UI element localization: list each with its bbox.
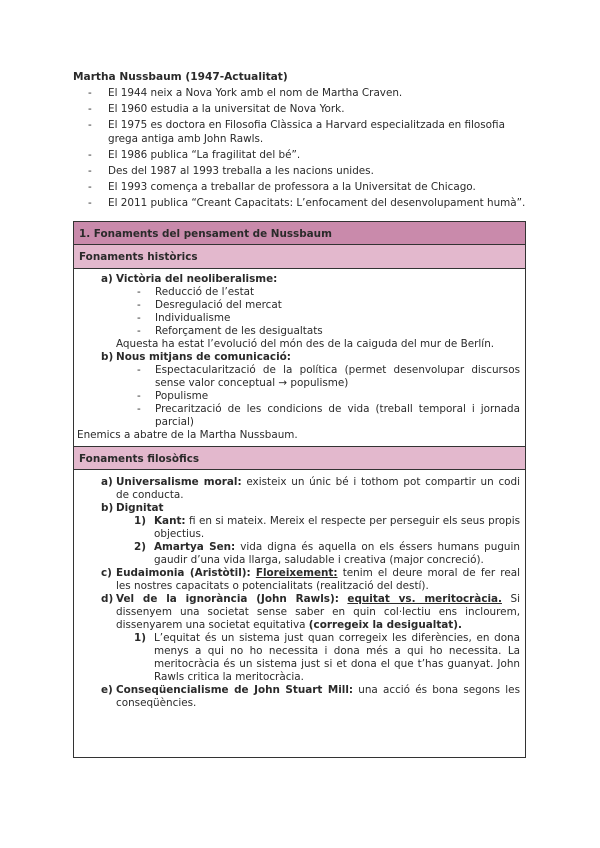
philosophic-d <box>79 593 520 632</box>
philosophic-e-text: una acció és bona segons les conseqüències. <box>116 684 520 709</box>
table-heading: 1. Fonaments del pensament de Nussbaum <box>74 222 525 245</box>
list-item: - Populisme <box>137 390 520 403</box>
item-marker: 2) <box>134 541 146 553</box>
list-item: - Espectacularització de la política (permet desenvolupar discursos sense valor conceptual → populisme) <box>137 364 520 390</box>
bio-item: - El 1993 comença a treballar de professora a la Universitat de Chicago. <box>88 180 533 194</box>
item-marker: 1) <box>134 515 146 527</box>
list-item: - Individualisme <box>137 312 520 325</box>
bio-item: - El 1944 neix a Nova York amb el nom de Martha Craven. <box>88 86 533 100</box>
philosophic-d-text: Si dissenyem una societat sense saber en quin col·lectiu ens inclourem, dissenyarem una societat equitativa <box>116 593 520 631</box>
philosophic-b2 <box>79 541 520 567</box>
item-marker: 1) <box>134 632 146 644</box>
historic-a-note: Aquesta ha estat l’evolució del món des de la caiguda del mur de Berlín. <box>116 338 495 350</box>
bio-list <box>88 86 533 212</box>
philosophic-a <box>79 476 520 502</box>
list-item: - Desregulació del mercat <box>137 299 520 312</box>
media-list <box>137 364 520 429</box>
philosophic-b2-title: Amartya Sen: <box>154 541 236 553</box>
historic-closing: Enemics a abatre de la Martha Nussbaum. <box>77 429 298 441</box>
philosophic-a-text: existeix un únic bé i tothom pot compartir un codi de conducta. <box>116 476 520 501</box>
item-marker: b) <box>101 351 114 363</box>
neoliberalism-list <box>137 286 520 338</box>
philosophic-d-title: Vel de la ignorància (John Rawls): <box>116 593 339 605</box>
philosophic-d1 <box>79 632 520 684</box>
historic-a <box>79 273 520 286</box>
philosophic-d1-text: L’equitat és un sistema just quan corregeix les diferències, en dona menys a qui no ho necessita i dona més a qui ho necessita. La meritocràcia és un sistema just si et dona el que t’has guanyat. John Rawls critica la meritocràcia. <box>154 632 520 683</box>
historic-heading: Fonaments històrics <box>74 245 525 269</box>
historic-b <box>79 351 520 364</box>
content-table <box>73 221 526 758</box>
list-item: - Precarització de les condicions de vida (treball temporal i jornada parcial) <box>137 403 520 429</box>
philosophic-a-title: Universalisme moral: <box>116 476 242 488</box>
item-marker: c) <box>101 567 112 579</box>
historic-b-title: Nous mitjans de comunicació: <box>116 351 291 363</box>
philosophic-b1 <box>79 515 520 541</box>
philosophic-c-text: tenim el deure moral de fer real les nostres capacitats o potencialitats (realització del destí). <box>116 567 521 592</box>
philosophic-heading: Fonaments filosòfics <box>74 446 525 470</box>
item-marker: e) <box>101 684 113 696</box>
bio-item: - El 1986 publica “La fragilitat del bé”. <box>88 148 533 162</box>
item-marker: a) <box>101 476 113 488</box>
list-item: - Reducció de l’estat <box>137 286 520 299</box>
philosophic-b <box>79 502 520 515</box>
bio-item: - El 1960 estudia a la universitat de Nova York. <box>88 102 533 116</box>
page-title: Martha Nussbaum (1947-Actualitat) <box>73 71 288 83</box>
philosophic-c-key: Floreixement: <box>255 567 338 579</box>
philosophic-e-title: Conseqüencialisme de John Stuart Mill: <box>116 684 354 696</box>
bio-item: - Des del 1987 al 1993 treballa a les nacions unides. <box>88 164 533 178</box>
philosophic-b1-text: fi en si mateix. Mereix el respecte per perseguir els seus propis objectius. <box>154 515 520 540</box>
historic-cell <box>74 269 525 446</box>
item-marker: b) <box>101 502 114 514</box>
philosophic-c-title: Eudaimonia (Aristòtil): <box>116 567 251 579</box>
bio-item: - El 1975 es doctora en Filosofia Clàssica a Harvard especialitzada en filosofia grega antiga amb John Rawls. <box>88 118 533 146</box>
philosophic-b2-text: vida digna és aquella on els éssers humans puguin gaudir d’una vida llarga, saludable i creativa (major concreció). <box>154 541 520 566</box>
item-marker: d) <box>101 593 114 605</box>
list-item: - Reforçament de les desigualtats <box>137 325 520 338</box>
philosophic-b-title: Dignitat <box>116 502 164 514</box>
philosophic-cell <box>74 470 525 713</box>
philosophic-d-key: equitat vs. meritocràcia. <box>347 593 502 605</box>
philosophic-b1-title: Kant: <box>154 515 186 527</box>
item-marker: a) <box>101 273 113 285</box>
philosophic-c <box>79 567 520 593</box>
bio-item: - El 2011 publica “Creant Capacitats: L’enfocament del desenvolupament humà”. <box>88 196 533 210</box>
historic-a-title: Victòria del neoliberalisme: <box>116 273 278 285</box>
philosophic-d-bold: (corregeix la desigualtat). <box>308 619 462 631</box>
philosophic-e <box>79 684 520 710</box>
